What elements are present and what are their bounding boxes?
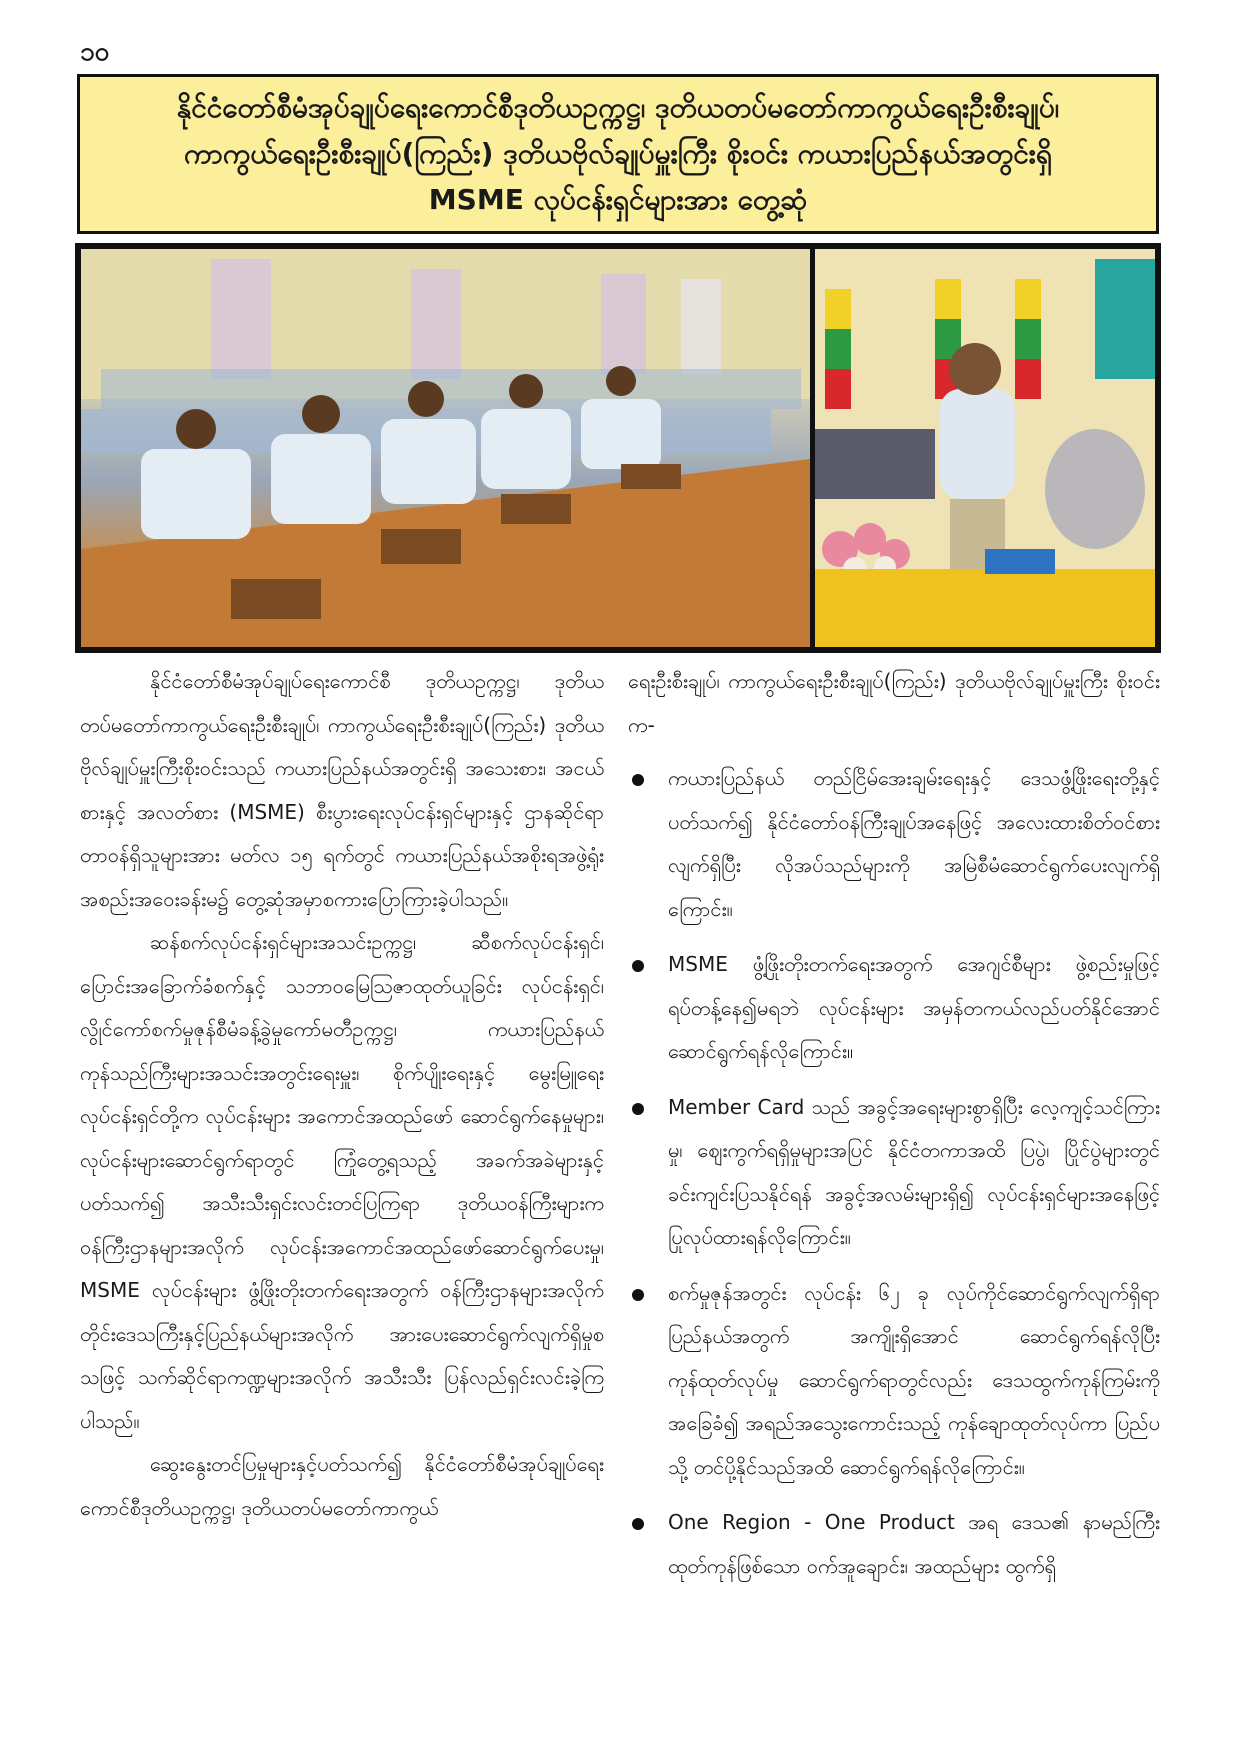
list-item-text: စက်မှုဇုန်အတွင်း လုပ်ငန်း ၆၂ ခု လုပ်ကိုင်ဆောင်ရွက်လျက်ရှိရာ ပြည်နယ်အတွက် အကျိုးရှိအောင် ဆောင်ရွက်ရန်လိုပြီး ကုန်ထုတ်လုပ်မှု ဆောင်ရွက်ရာတွင်လည်း ဒေသထွက်ကုန်ကြမ်းကို အခြေခံ၍ အရည်အသွေးကောင်းသည့် ကုန်ချောထုတ်လုပ်ကာ ပြည်ပသို့ တင်ပို့နိုင်သည်အထိ ဆောင်ရွက်ရန်လိုကြောင်း။ [668, 1280, 1160, 1479]
bullet-icon [632, 960, 644, 972]
bullet-icon [632, 774, 644, 786]
headline-line-2: ကာကွယ်ရေးဦးစီးချုပ်(ကြည်း) ဒုတိယဗိုလ်ချုပ်မှူးကြီး စိုးဝင်း ကယားပြည်နယ်အတွင်းရှိ [184, 137, 1052, 170]
list-item [628, 1272, 1160, 1490]
speaker-illustration [815, 249, 1155, 647]
headline-box [77, 74, 1159, 234]
list-item [628, 943, 1160, 1074]
list-item [628, 1086, 1160, 1260]
key-points-list [628, 757, 1160, 1588]
headline-line-3: MSME လုပ်ငန်းရှင်များအား တွေ့ဆုံ [428, 183, 808, 216]
article-paragraph-3-continued: ရေးဦးစီးချုပ်၊ ကာကွယ်ရေးဦးစီးချုပ်(ကြည်း) ဒုတိယဗိုလ်ချုပ်မှူးကြီး စိုးဝင်းက- [628, 669, 1160, 737]
article-paragraph-3: ဆွေးနွေးတင်ပြမှုများနှင့်ပတ်သက်၍ နိုင်ငံတော်စီမံအုပ်ချုပ်ရေးကောင်စီဒုတိယဥက္ကဋ္ဌ၊ ဒုတိယတပ်မတော်ကာကွယ် [80, 1452, 604, 1520]
article-column-left [80, 660, 604, 1530]
speaker-at-podium-photo [815, 249, 1155, 647]
list-item-text: One Region - One Product အရ ဒေသ၏ နာမည်ကြီးထုတ်ကုန်ဖြစ်သော ဝက်အူချောင်း၊ အထည်များ ထွက်ရှိ [668, 1510, 1160, 1578]
list-item-text: MSME ဖွံ့ဖြိုးတိုးတက်ရေးအတွက် အေဂျင်စီများ ဖွဲ့စည်းမှုဖြင့် ရပ်တန့်နေ၍မရဘဲ လုပ်ငန်းများ အမှန်တကယ်လည်ပတ်နိုင်အောင် ဆောင်ရွက်ရန်လိုကြောင်း။ [668, 952, 1160, 1063]
article-paragraph-1: နိုင်ငံတော်စီမံအုပ်ချုပ်ရေးကောင်စီ ဒုတိယဥက္ကဋ္ဌ၊ ဒုတိယတပ်မတော်ကာကွယ်ရေးဦးစီးချုပ်၊ ကာကွယ်ရေးဦးစီးချုပ်(ကြည်း) ဒုတိယဗိုလ်ချုပ်မှူးကြီးစိုးဝင်းသည် ကယားပြည်နယ်အတွင်းရှိ အသေးစား၊ အငယ်စားနှင့် အလတ်စား (MSME) စီးပွားရေးလုပ်ငန်းရှင်များနှင့် ဌာနဆိုင်ရာတာဝန်ရှိသူများအား မတ်လ ၁၅ ရက်တွင် ကယားပြည်နယ်အစိုးရအဖွဲ့ရုံး အစည်းအဝေးခန်းမ၌ တွေ့ဆုံအမှာစကားပြောကြားခဲ့ပါသည်။ [80, 669, 604, 911]
page-number: ၁၀ [80, 37, 110, 67]
list-item [628, 757, 1160, 931]
article-paragraph-2: ဆန်စက်လုပ်ငန်းရှင်များအသင်းဥက္ကဋ္ဌ၊ ဆီစက်လုပ်ငန်းရှင်၊ ပြောင်းအခြောက်ခံစက်နှင့် သဘာဝမြေသြဇာထုတ်ယူခြင်း လုပ်ငန်းရှင်၊ လွိုင်ကော်စက်မှုဇုန်စီမံခန့်ခွဲမှုကော်မတီဥက္ကဋ္ဌ၊ ကယားပြည်နယ် ကုန်သည်ကြီးများအသင်းအတွင်းရေးမှူး၊ စိုက်ပျိုးရေးနှင့် မွေးမြူရေးလုပ်ငန်းရှင်တို့က လုပ်ငန်းများ အကောင်အထည်ဖော် ဆောင်ရွက်နေမှုများ၊ လုပ်ငန်းများဆောင်ရွက်ရာတွင် ကြုံတွေ့ရသည့် အခက်အခဲများနှင့်ပတ်သက်၍ အသီးသီးရှင်းလင်းတင်ပြကြရာ ဒုတိယဝန်ကြီးများက ဝန်ကြီးဌာနများအလိုက် လုပ်ငန်းအကောင်အထည်ဖော်ဆောင်ရွက်ပေးမှု၊ MSME လုပ်ငန်းများ ဖွံ့ဖြိုးတိုးတက်ရေးအတွက် ဝန်ကြီးဌာနများအလိုက် တိုင်းဒေသကြီးနှင့်ပြည်နယ်များအလိုက် အားပေးဆောင်ရွက်လျက်ရှိမှုစသဖြင့် သက်ဆိုင်ရာကဏ္ဍများအလိုက် အသီးသီး ပြန်လည်ရှင်းလင်းခဲ့ကြပါသည်။ [80, 930, 604, 1433]
headline-line-1: နိုင်ငံတော်စီမံအုပ်ချုပ်ရေးကောင်စီဒုတိယဥက္ကဋ္ဌ၊ ဒုတိယတပ်မတော်ကာကွယ်ရေးဦးစီးချုပ်၊ [176, 91, 1060, 124]
bullet-icon [632, 1518, 644, 1530]
photo-strip [75, 243, 1161, 653]
list-item [628, 1501, 1160, 1588]
bullet-icon [632, 1103, 644, 1115]
list-item-text: Member Card သည် အခွင့်အရေးများစွာရှိပြီး လေ့ကျင့်သင်ကြားမှု၊ ဈေးကွက်ရရှိမှုများအပြင် နိုင်ငံတကာအထိ ပြပွဲ၊ ပြိုင်ပွဲများတွင် ခင်းကျင်းပြသနိုင်ရန် အခွင့်အလမ်းများရှိ၍ လုပ်ငန်းရှင်များအနေဖြင့် ပြုလုပ်ထားရန်လိုကြောင်း။ [668, 1094, 1160, 1249]
meeting-audience-illustration [81, 249, 810, 647]
meeting-audience-photo [81, 249, 810, 647]
list-item-text: ကယားပြည်နယ် တည်ငြိမ်အေးချမ်းရေးနှင့် ဒေသဖွံ့ဖြိုးရေးတို့နှင့်ပတ်သက်၍ နိုင်ငံတော်ဝန်ကြီးချုပ်အနေဖြင့် အလေးထားစိတ်ဝင်စားလျက်ရှိပြီး လိုအပ်သည်များကို အမြဲစီမံဆောင်ရွက်ပေးလျက်ရှိကြောင်း။ [668, 766, 1160, 921]
bullet-icon [632, 1289, 644, 1301]
article-column-right [628, 660, 1160, 1600]
